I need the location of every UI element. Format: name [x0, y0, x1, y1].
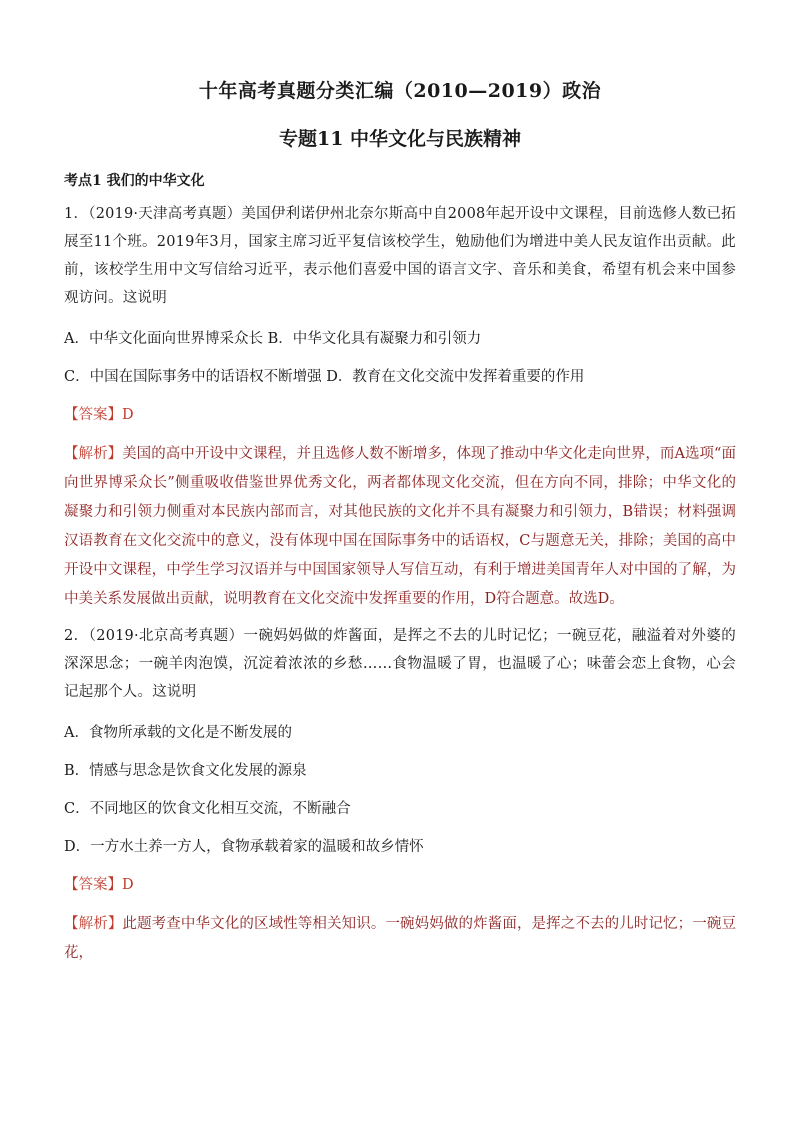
document-subtitle: 专题11 中华文化与民族精神	[278, 128, 522, 150]
analysis-tag: 【解析】	[64, 916, 123, 932]
question-2-answer	[64, 874, 736, 896]
question-2-option-b: B．情感与思念是饮食文化发展的源泉	[64, 763, 307, 779]
question-2-option-d: D．一方水土养一方人，食物承载着家的温暖和故乡情怀	[64, 839, 424, 855]
answer-tag: 【答案】	[64, 877, 122, 893]
document-title: 十年高考真题分类汇编（2010—2019）政治	[198, 80, 602, 102]
question-1-analysis	[64, 440, 736, 614]
analysis-text: 美国的高中开设中文课程，并且选修人数不断增多，体现了推动中华文化走向世界，而A选项“面向世界博采众长”侧重吸收借鉴世界优秀文化，两者都体现文化交流，但在方向不同，排除；中华文化的凝聚力和引领力侧重对本民族内部而言，对其他民族的文化并不具有凝聚力和引领力，B错误；材料强调汉语教育在文化交流中的意义，没有体现中国在国际事务中的话语权，C与题意无关，排除；美国的高中开设中文课程，中学生学习汉语并与中国国家领导人写信互动，有利于增进美国青年人对中国的了解，为中美关系发展做出贡献，说明教育在文化交流中发挥重要的作用，D符合题意。故选D。	[64, 446, 736, 607]
question-2-stem: 2．（2019·北京高考真题）一碗妈妈做的炸酱面，是挥之不去的儿时记忆；一碗豆花，融溢着对外婆的深深思念；一碗羊肉泡馍，沉淀着浓浓的乡愁……食物温暖了胃，也温暖了心；味蕾会恋上食物，心会记起那个人。这说明	[64, 628, 736, 700]
question-2-analysis	[64, 910, 736, 968]
answer-value: D	[122, 877, 134, 893]
question-1-options-cd: C．中国在国际事务中的话语权不断增强 D．教育在文化交流中发挥着重要的作用	[64, 369, 585, 385]
question-2-option-c: C．不同地区的饮食文化相互交流，不断融合	[64, 801, 351, 817]
answer-value: D	[122, 407, 134, 423]
analysis-tag: 【解析】	[64, 446, 123, 462]
question-1-stem: 1．（2019·天津高考真题）美国伊利诺伊州北奈尔斯高中自2008年起开设中文课程，目前选修人数已拓展至11个班。2019年3月，国家主席习近平复信该校学生，勉励他们为增进中美人民友谊作出贡献。此前，该校学生用中文写信给习近平，表示他们喜爱中国的语言文字、音乐和美食，希望有机会来中国参观访问。这说明	[64, 206, 736, 306]
section-heading: 考点1 我们的中华文化	[64, 173, 205, 189]
answer-tag: 【答案】	[64, 407, 122, 423]
document-page	[64, 72, 736, 968]
question-1-options-ab: A．中华文化面向世界博采众长 B．中华文化具有凝聚力和引领力	[64, 331, 482, 347]
analysis-text: 此题考查中华文化的区域性等相关知识。一碗妈妈做的炸酱面，是挥之不去的儿时记忆；一碗豆花，	[64, 916, 737, 961]
question-2-option-a: A．食物所承载的文化是不断发展的	[64, 725, 292, 741]
question-1-answer	[64, 404, 736, 426]
